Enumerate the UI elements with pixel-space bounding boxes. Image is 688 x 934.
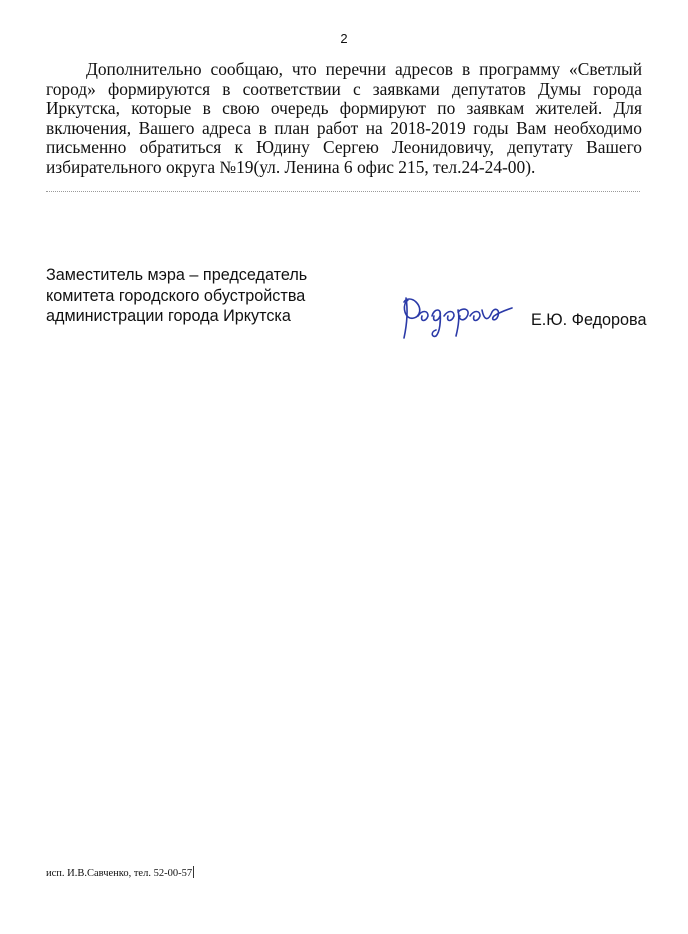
signer-title-line-2: комитета городского обустройства — [46, 286, 306, 305]
executor-text: исп. И.В.Савченко, тел. 52-00-57 — [46, 868, 193, 879]
page-number: 2 — [340, 31, 348, 46]
executor-contact — [46, 866, 194, 879]
signer-title-line-1: Заместитель мэра – председатель — [46, 266, 308, 284]
text-cursor — [193, 866, 194, 878]
signer-title-line-3: администрации города Иркутска — [46, 307, 291, 325]
dotted-divider — [46, 191, 640, 192]
handwritten-signature — [398, 286, 514, 346]
signer-title-block — [46, 265, 346, 327]
letter-body-paragraph: Дополнительно сообщаю, что перечни адресов в программу «Светлый город» формируются в соответствии с заявками депутатов Думы города Иркутска, которые в свою очередь формируют по заявкам жителей. Для включения, Вашего адреса в план работ на 2018-2019 годы Вам необходимо письменно обратиться к Юдину Сергею Леонидовичу, депутату Вашего избирательного округа №19(ул. Ленина 6 офис 215, тел.24-24-00). — [46, 59, 642, 177]
signatory-name: Е.Ю. Федорова — [531, 311, 647, 329]
